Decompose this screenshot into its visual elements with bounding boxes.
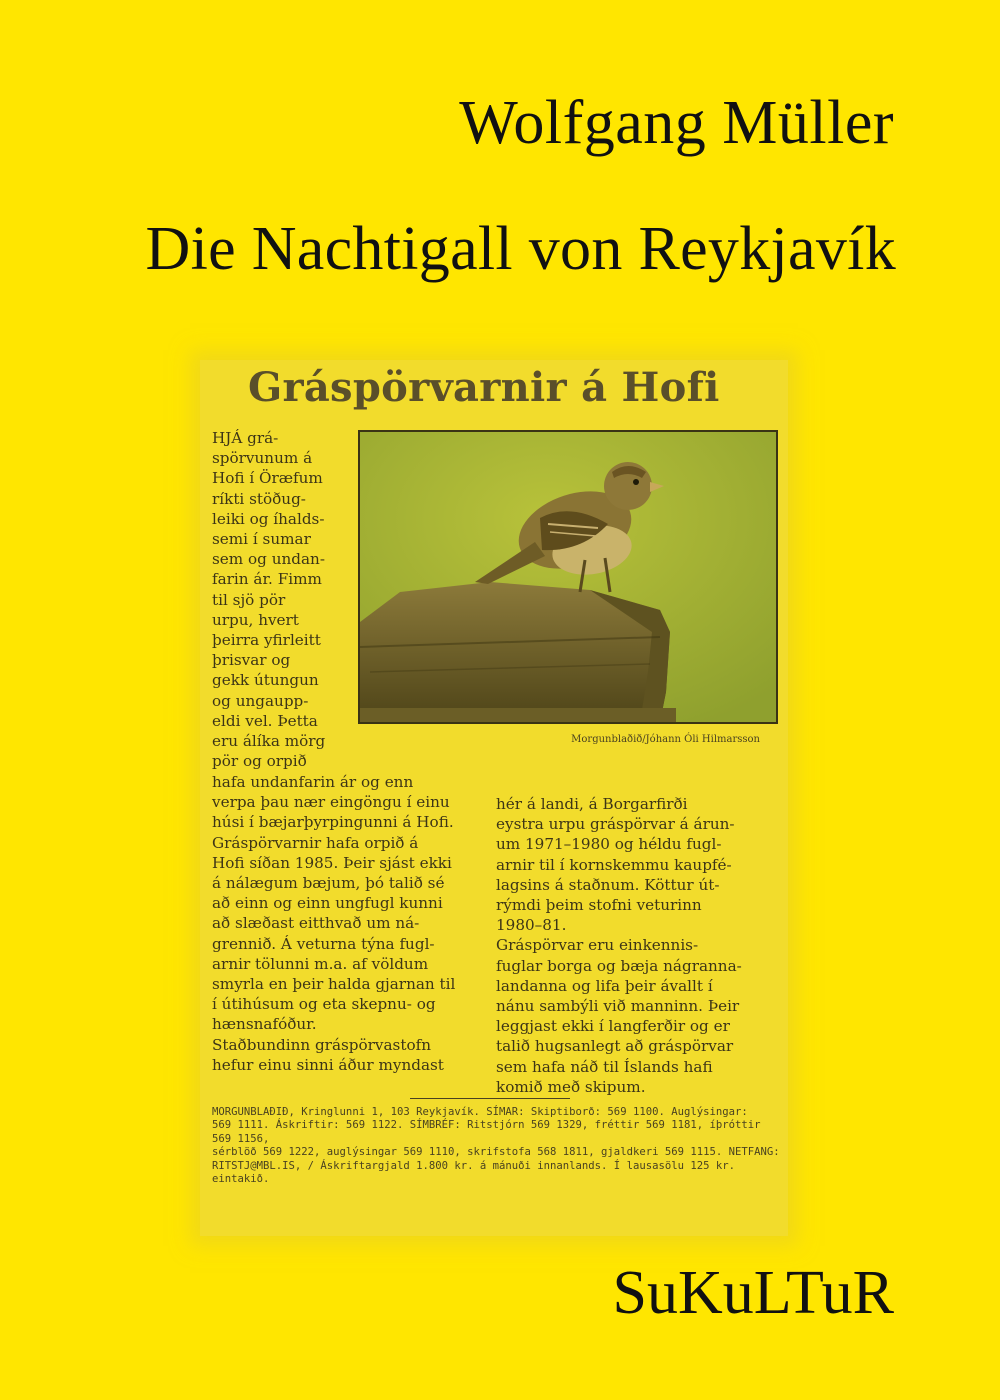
article-column-left-bottom: hafa undanfarin ár og enn verpa þau nær eingöngu í einu húsi í bæjarþyrpingunni á Hofi. Gráspörvarnir hafa orpið á Hofi síðan 1985. Þeir sjást ekki á nálægum bæjum, þó talið sé að einn og einn ungfugl kunni að slæðast eitthvað um ná- grennið. Á veturna týna fugl- arnir tölunni m.a. af völdum smyrla en þeir halda gjarnan til í útihúsum og eta skepnu- og hænsnafóður. Staðbundinn gráspörvastofn hefur einu sinni áður myndast [212, 773, 456, 1074]
article-column-left-top: HJÁ grá- spörvunum á Hofi í Öræfum ríkti stöðug- leiki og íhalds- semi í sumar sem og undan- farin ár. Fimm til sjö pör urpu, hvert þeirra yfirleitt þrisvar og gekk útungun og ungaupp- eldi vel. Þetta eru álíka mörg pör og orpið [212, 429, 326, 771]
author-name: Wolfgang Müller [459, 89, 894, 157]
clipping-headline: Gráspörvarnir á Hofi [248, 364, 720, 411]
publisher-name: SuKuLTuR [612, 1259, 894, 1327]
newspaper-masthead-info: MORGUNBLAÐIÐ, Kringlunni 1, 103 Reykjavík. SÍMAR: Skiptiborð: 569 1100. Auglýsingar: 569 1111. Áskriftir: 569 1122. SÍMBRÉF: Ritstjórn 569 1329, fréttir 569 1181, íþróttir 569 1156, sérblöð 569 1222, auglýsingar 569 1110, skrifstofa 568 1811, gjaldkeri 569 1115. NETFANG: RITSTJ@MBL.IS, / Áskriftargjald 1.800 kr. á mánuði innanlands. Í lausasölu 125 kr. eintakið. [212, 1106, 780, 1186]
article-column-right: hér á landi, á Borgarfirði eystra urpu gráspörvar á árun- um 1971–1980 og héldu fugl- arnir til í kornskemmu kaupfé- lagsins á staðnum. Köttur út- rýmdi þeim stofni veturinn 1980–81. Gráspörvar eru einkennis- fuglar borga og bæja nágranna- landanna og lifa þeir ávallt í nánu sambýli við manninn. Þeir leggjast ekki í langferðir og er talið hugsanlegt að gráspörvar sem hafa náð til Íslands hafi komið með skipum. [496, 795, 742, 1096]
sparrow-illustration [360, 432, 776, 722]
book-title: Die Nachtigall von Reykjavík [145, 215, 896, 283]
newspaper-clipping [200, 360, 788, 1236]
photo-credit: Morgunblaðið/Jóhann Óli Hilmarsson [571, 734, 760, 745]
sparrow-photo [358, 430, 778, 724]
footer-divider [410, 1098, 570, 1099]
